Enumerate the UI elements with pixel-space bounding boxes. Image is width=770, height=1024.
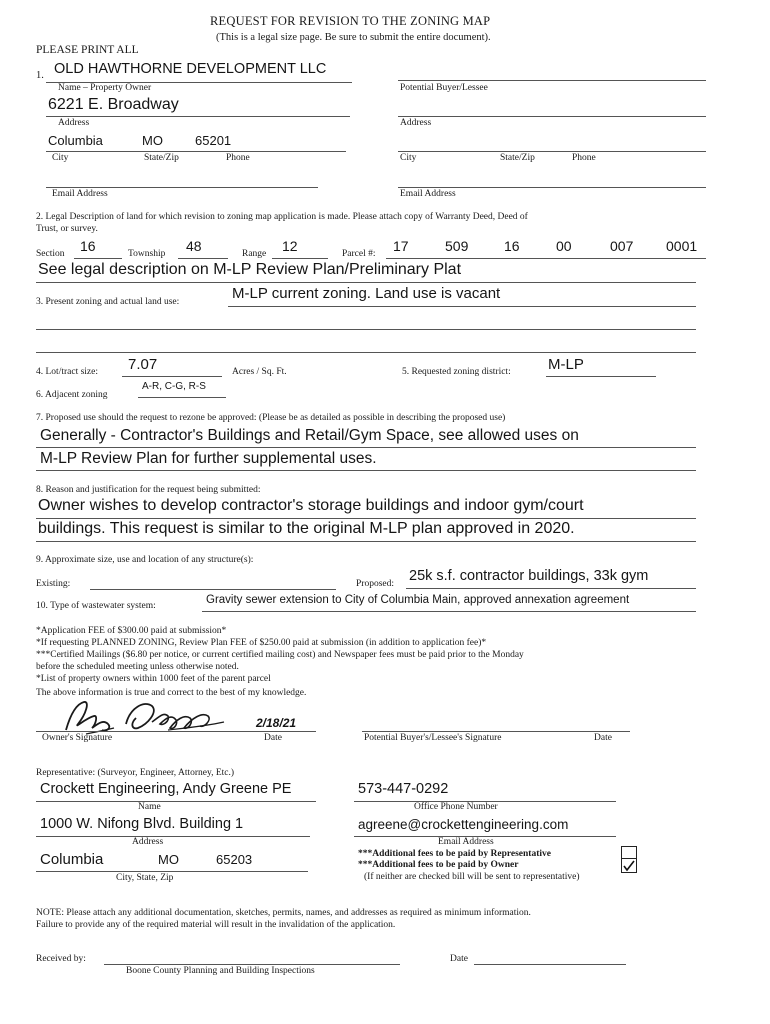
representative-city-value[interactable]: Columbia bbox=[40, 851, 104, 868]
requested-zoning-line bbox=[546, 376, 656, 377]
representative-label: Representative: (Surveyor, Engineer, Attorney, Etc.) bbox=[36, 768, 235, 778]
section9-label: 9. Approximate size, use and location of any structure(s): bbox=[36, 555, 254, 565]
section10-label: 10. Type of wastewater system: bbox=[36, 601, 156, 611]
proposed-label: Proposed: bbox=[356, 579, 394, 589]
buyer-address-line bbox=[398, 116, 706, 117]
section1-number: 1. bbox=[36, 70, 44, 81]
owner-phone-label: Phone bbox=[226, 153, 250, 163]
buyer-phone-label: Phone bbox=[572, 153, 596, 163]
parcel-part-2[interactable]: 509 bbox=[445, 238, 469, 254]
owner-address-line bbox=[46, 116, 350, 117]
fee-line-4: before the scheduled meeting unless otherwise noted. bbox=[36, 662, 239, 672]
buyer-address-label: Address bbox=[400, 118, 432, 128]
buyer-city-line bbox=[398, 151, 706, 152]
owner-signature-date[interactable]: 2/18/21 bbox=[256, 716, 297, 730]
owner-email-line bbox=[46, 187, 318, 188]
buyer-date-label: Date bbox=[594, 733, 612, 743]
owner-city-value[interactable]: Columbia bbox=[48, 133, 103, 148]
present-zoning-line-2 bbox=[36, 329, 696, 330]
section2-text2: Trust, or survey. bbox=[36, 224, 98, 234]
buyer-statezip-label: State/Zip bbox=[500, 153, 535, 163]
proposed-use-rule1 bbox=[36, 447, 696, 448]
fee-billing-note: (If neither are checked bill will be sent to representative) bbox=[364, 872, 580, 882]
requested-zoning-value[interactable]: M-LP bbox=[548, 356, 584, 373]
existing-label: Existing: bbox=[36, 579, 71, 589]
parcel-part-1[interactable]: 17 bbox=[393, 238, 409, 254]
lot-size-line bbox=[122, 376, 222, 377]
parcel-part-6[interactable]: 0001 bbox=[666, 238, 698, 254]
representative-csz-line bbox=[36, 871, 308, 872]
section2-text: 2. Legal Description of land for which revision to zoning map application is made. Please attach copy of Warranty Deed, Deed of bbox=[36, 212, 528, 222]
present-zoning-line-3 bbox=[36, 352, 696, 353]
proposed-use-rule2 bbox=[36, 470, 696, 471]
fee-owner-checkbox[interactable] bbox=[621, 858, 637, 873]
section-value[interactable]: 16 bbox=[80, 238, 96, 254]
section3-label: 3. Present zoning and actual land use: bbox=[36, 297, 180, 307]
owner-name-label: Name – Property Owner bbox=[58, 83, 152, 93]
parcel-part-3[interactable]: 16 bbox=[504, 238, 520, 254]
buyer-email-line bbox=[398, 187, 706, 188]
owner-state-value[interactable]: MO bbox=[142, 133, 163, 148]
buyer-signature-label: Potential Buyer's/Lessee's Signature bbox=[364, 733, 502, 743]
buyer-email-label: Email Address bbox=[400, 189, 456, 199]
note-line-2: Failure to provide any of the required material will result in the invalidation of the application. bbox=[36, 920, 396, 930]
received-by-label: Received by: bbox=[36, 954, 86, 964]
owner-signature-line bbox=[36, 731, 316, 732]
owner-city-label: City bbox=[52, 153, 69, 163]
owner-address-label: Address bbox=[58, 118, 90, 128]
section-line bbox=[74, 258, 122, 259]
section-label: Section bbox=[36, 249, 65, 259]
owner-statezip-label: State/Zip bbox=[144, 153, 179, 163]
parcel-part-5[interactable]: 007 bbox=[610, 238, 634, 254]
legal-description-value[interactable]: See legal description on M-LP Review Plan/Preliminary Plat bbox=[38, 261, 462, 278]
township-line bbox=[178, 258, 228, 259]
proposed-structure-value[interactable]: 25k s.f. contractor buildings, 33k gym bbox=[409, 568, 649, 584]
footer-date-line bbox=[474, 964, 626, 965]
representative-address-label: Address bbox=[132, 837, 164, 847]
adjacent-zoning-line bbox=[138, 397, 226, 398]
parcel-line bbox=[386, 258, 706, 259]
township-value[interactable]: 48 bbox=[186, 238, 202, 254]
representative-name-label: Name bbox=[138, 802, 161, 812]
present-zoning-line bbox=[228, 306, 696, 307]
buyer-name-line bbox=[398, 80, 706, 81]
fee-line-5: *List of property owners within 1000 feet of the parent parcel bbox=[36, 674, 271, 684]
buyer-name-label: Potential Buyer/Lessee bbox=[400, 83, 488, 93]
office-name: Boone County Planning and Building Inspections bbox=[126, 966, 315, 976]
parcel-label: Parcel #: bbox=[342, 249, 376, 259]
fee-line-3: ***Certified Mailings ($6.80 per notice, or current certified mailing cost) and Newspaper fees must be paid prior to the Monday bbox=[36, 650, 524, 660]
print-all-instruction: PLEASE PRINT ALL bbox=[36, 44, 139, 56]
township-label: Township bbox=[128, 249, 166, 259]
representative-csz-label: City, State, Zip bbox=[116, 873, 174, 883]
owner-zip-value[interactable]: 65201 bbox=[195, 133, 232, 148]
representative-zip-value[interactable]: 65203 bbox=[216, 852, 253, 867]
checkmark-icon bbox=[622, 859, 636, 872]
fee-owner-text: ***Additional fees to be paid by Owner bbox=[358, 860, 519, 870]
form-subtitle: (This is a legal size page. Be sure to submit the entire document). bbox=[216, 32, 491, 43]
wastewater-value[interactable]: Gravity sewer extension to City of Columbia Main, approved annexation agreement bbox=[206, 594, 630, 606]
note-line-1: NOTE: Please attach any additional documentation, sketches, permits, names, and addresses as required as minimum information. bbox=[36, 908, 531, 918]
range-label: Range bbox=[242, 249, 267, 259]
representative-state-value[interactable]: MO bbox=[158, 852, 179, 867]
section5-label: 5. Requested zoning district: bbox=[402, 367, 511, 377]
reason-line2[interactable]: buildings. This request is similar to the original M-LP plan approved in 2020. bbox=[38, 520, 575, 537]
form-title: REQUEST FOR REVISION TO THE ZONING MAP bbox=[210, 14, 491, 28]
wastewater-line bbox=[202, 611, 696, 612]
owner-email-label: Email Address bbox=[52, 189, 108, 199]
representative-name-line bbox=[36, 801, 316, 802]
range-value[interactable]: 12 bbox=[282, 238, 298, 254]
reason-line1[interactable]: Owner wishes to develop contractor's storage buildings and indoor gym/court bbox=[38, 497, 584, 514]
legal-description-line bbox=[36, 282, 696, 283]
footer-date-label: Date bbox=[450, 954, 468, 964]
existing-line bbox=[90, 589, 336, 590]
representative-email-value[interactable]: agreene@crockettengineering.com bbox=[358, 817, 569, 832]
owner-name-value[interactable]: OLD HAWTHORNE DEVELOPMENT LLC bbox=[54, 61, 327, 77]
proposed-use-line2[interactable]: M-LP Review Plan for further supplemental uses. bbox=[40, 450, 377, 467]
proposed-use-line1[interactable]: Generally - Contractor's Buildings and Retail/Gym Space, see allowed uses on bbox=[40, 427, 579, 444]
representative-phone-label: Office Phone Number bbox=[414, 802, 498, 812]
fee-line-2: *If requesting PLANNED ZONING, Review Plan FEE of $250.00 paid at submission (in addition to application fee)* bbox=[36, 638, 487, 648]
representative-name-value[interactable]: Crockett Engineering, Andy Greene PE bbox=[40, 781, 292, 797]
buyer-city-label: City bbox=[400, 153, 417, 163]
fee-representative-text: ***Additional fees to be paid by Representative bbox=[358, 849, 551, 859]
buyer-signature-line bbox=[362, 731, 630, 732]
section4-label: 4. Lot/tract size: bbox=[36, 367, 98, 377]
lot-size-value[interactable]: 7.07 bbox=[128, 356, 158, 373]
lot-size-units: Acres / Sq. Ft. bbox=[232, 367, 287, 377]
section6-label: 6. Adjacent zoning bbox=[36, 390, 108, 400]
owner-city-line bbox=[46, 151, 346, 152]
present-zoning-value[interactable]: M-LP current zoning. Land use is vacant bbox=[232, 285, 501, 302]
reason-rule1 bbox=[36, 518, 696, 519]
representative-address-value[interactable]: 1000 W. Nifong Blvd. Building 1 bbox=[40, 816, 244, 832]
parcel-part-4[interactable]: 00 bbox=[556, 238, 572, 254]
owner-date-label: Date bbox=[264, 733, 282, 743]
section8-label: 8. Reason and justification for the request being submitted: bbox=[36, 485, 261, 495]
range-line bbox=[272, 258, 328, 259]
reason-rule2 bbox=[36, 541, 696, 542]
owner-signature-label: Owner's Signature bbox=[42, 733, 113, 743]
fee-line-1: *Application FEE of $300.00 paid at submission* bbox=[36, 626, 227, 636]
adjacent-zoning-value[interactable]: A-R, C-G, R-S bbox=[142, 381, 206, 392]
received-by-line bbox=[104, 964, 400, 965]
representative-address-line bbox=[36, 836, 310, 837]
representative-phone-value[interactable]: 573-447-0292 bbox=[358, 781, 449, 797]
section7-label: 7. Proposed use should the request to rezone be approved: (Please be as detailed as possible in describing the proposed use) bbox=[36, 413, 506, 423]
certification-text: The above information is true and correct to the best of my knowledge. bbox=[36, 688, 307, 698]
representative-email-label: Email Address bbox=[438, 837, 494, 847]
owner-address-value[interactable]: 6221 E. Broadway bbox=[48, 96, 179, 113]
proposed-line bbox=[406, 588, 696, 589]
